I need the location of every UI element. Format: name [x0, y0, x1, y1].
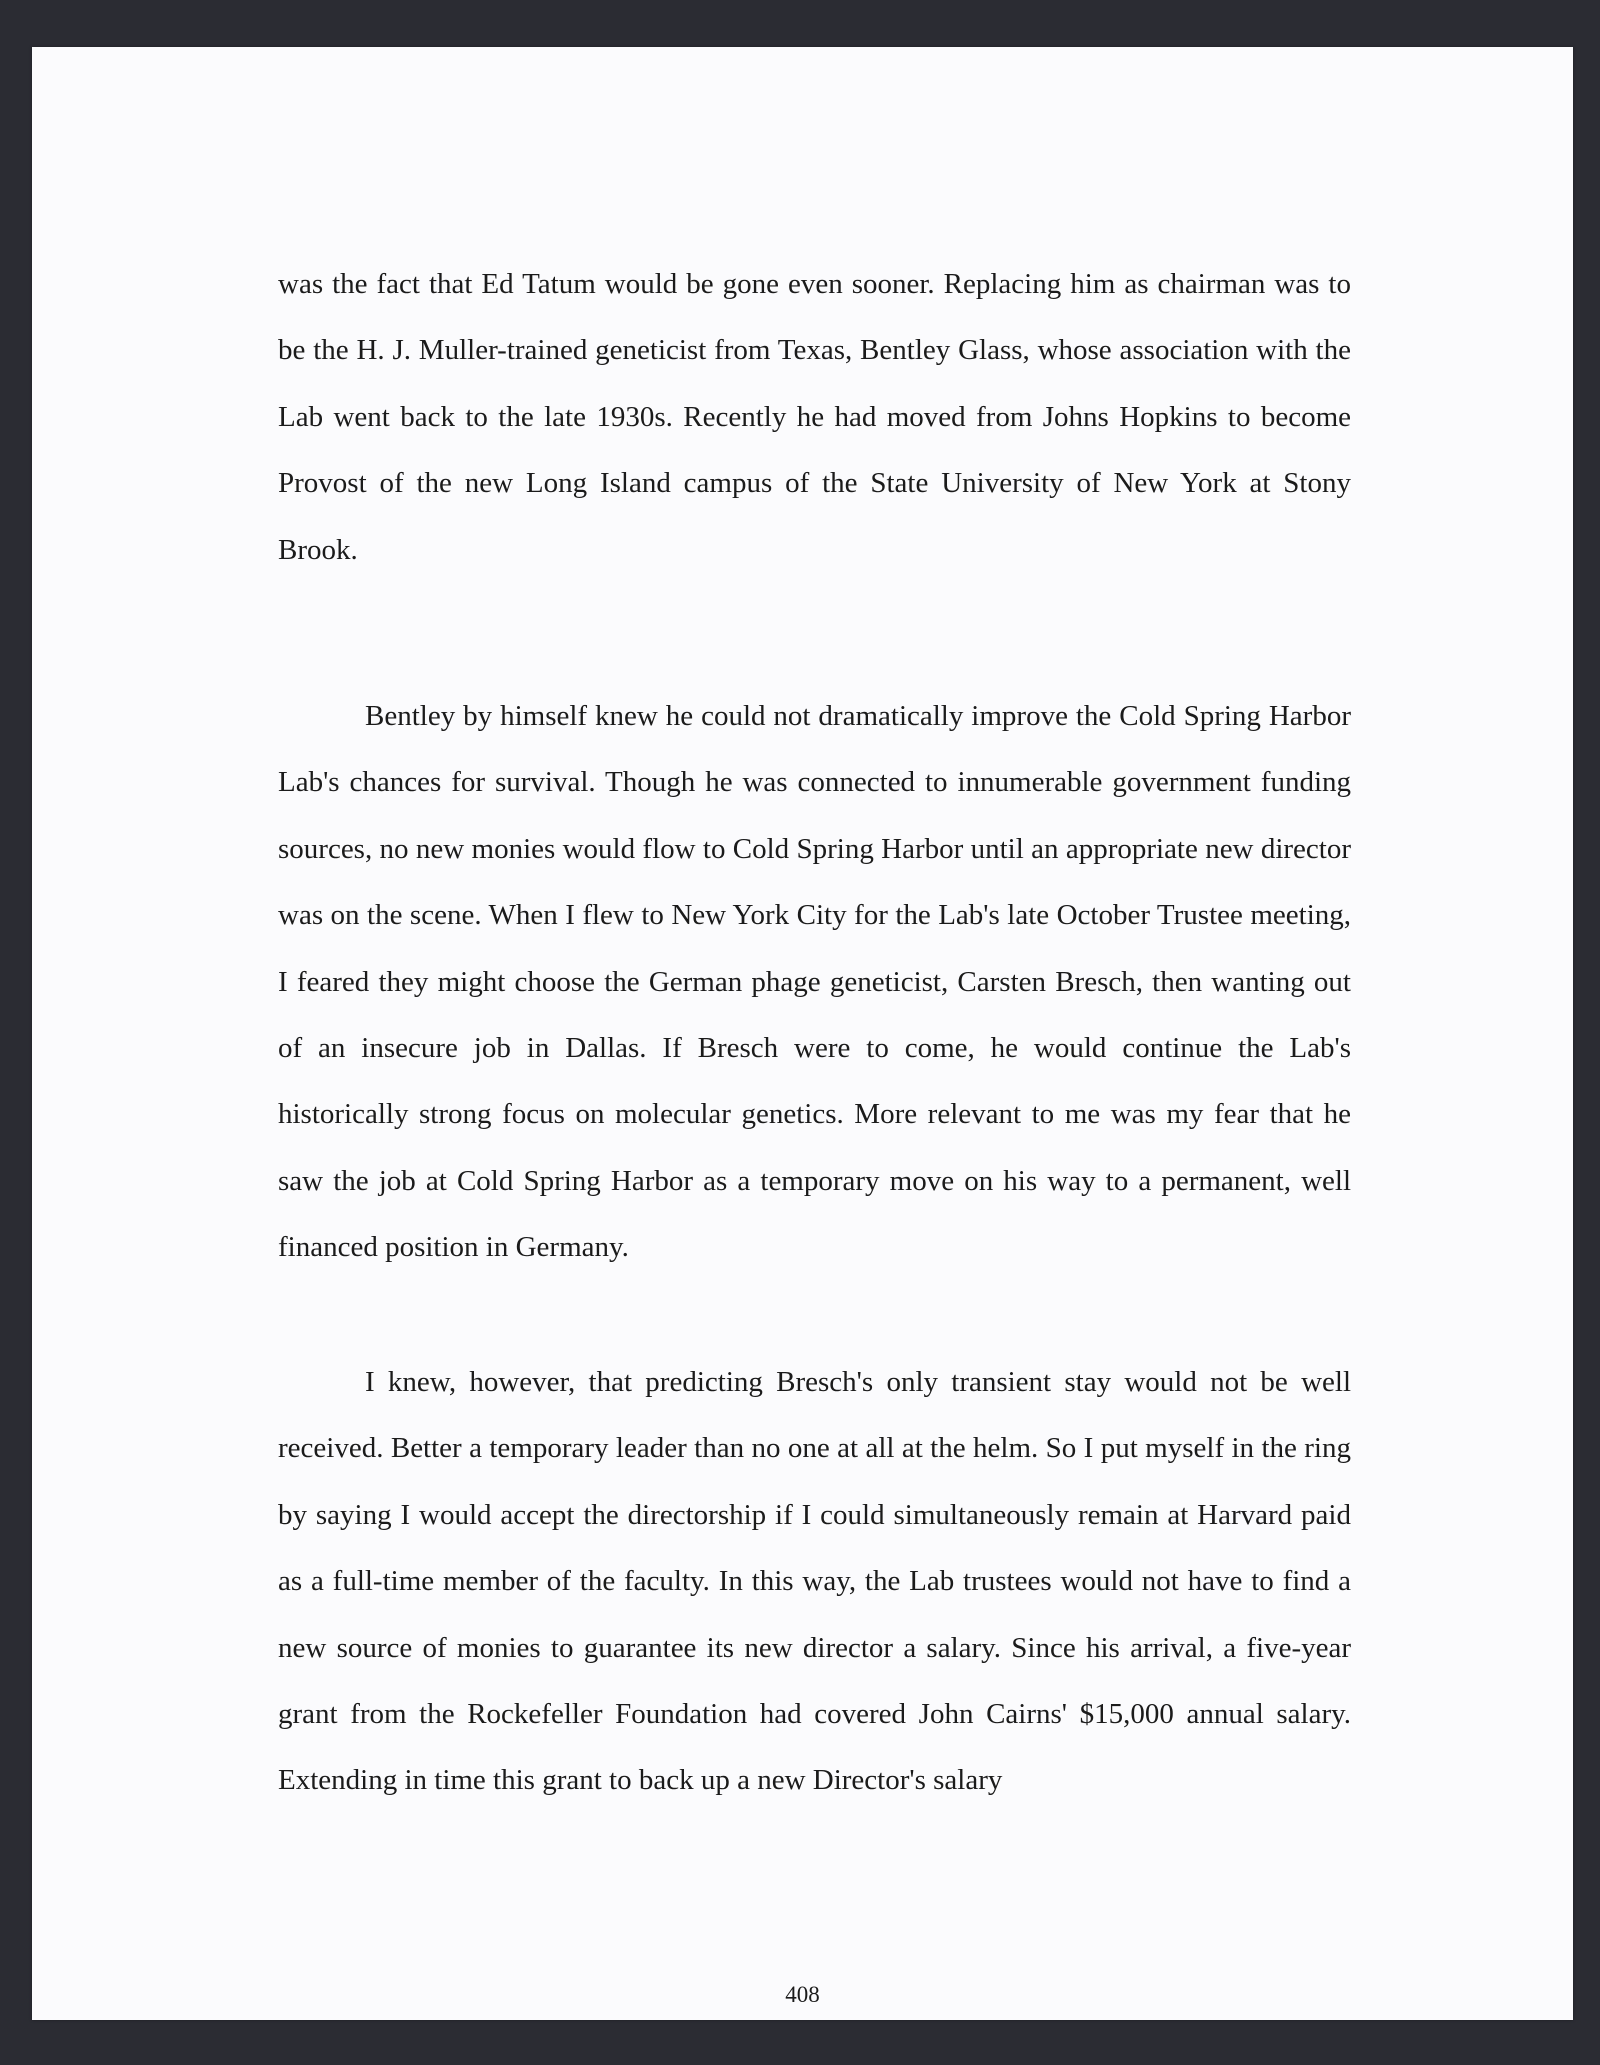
page-number: 408 [785, 1982, 820, 2007]
paragraph-1: was the fact that Ed Tatum would be gone even sooner. Replacing him as chairman was to be the H. J. Muller-trained geneticist from Texas, Bentley Glass, whose association with the Lab went back to the late 1930s. Recently he had moved from Johns Hopkins to become Provost of the new Long Island campus of the State University of New York at Stony Brook. [278, 268, 1351, 566]
document-page [32, 47, 1573, 2020]
paragraph-2: Bentley by himself knew he could not dramatically improve the Cold Spring Harbor Lab's chances for survival. Though he was connected to innumerable government funding sources, no new monies would flow to Cold Spring Harbor until an appropriate new director was on the scene. When I flew to New York City for the Lab's late October Trustee meeting, I feared they might choose the German phage geneticist, Carsten Bresch, then wanting out of an insecure job in Dallas. If Bresch were to come, he would continue the Lab's historically strong focus on molecular genetics. More relevant to me was my fear that he saw the job at Cold Spring Harbor as a temporary move on his way to a permanent, well financed position in Germany. [278, 700, 1351, 1264]
paragraph-3: I knew, however, that predicting Bresch's only transient stay would not be well received. Better a temporary leader than no one at all at the helm. So I put myself in the ring by saying I would accept the directorship if I could simultaneously remain at Harvard paid as a full-time member of the faculty. In this way, the Lab trustees would not have to find a new source of monies to guarantee its new director a salary. Since his arrival, a five-year grant from the Rockefeller Foundation had covered John Cairns' $15,000 annual salary. Extending in time this grant to back up a new Director's salary [278, 1366, 1351, 1797]
